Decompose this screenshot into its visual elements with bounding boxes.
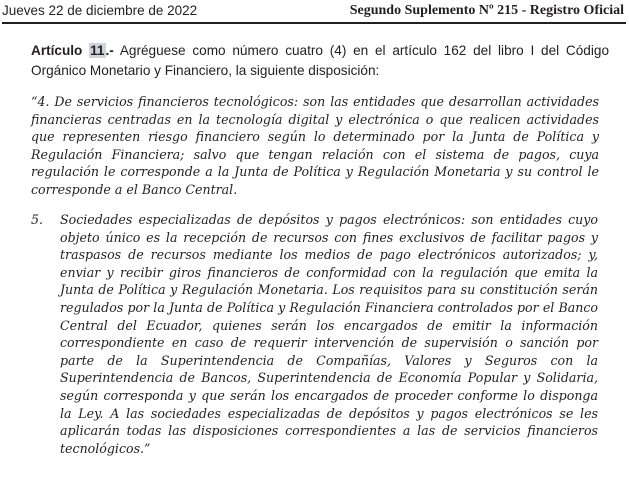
header-date: Jueves 22 de diciembre de 2022 — [2, 3, 198, 18]
article-suffix: .- — [105, 43, 114, 58]
item-5-text: Sociedades especializadas de depósitos y pagos electrónicos: son entidades cuyo objeto único es la recepción de recursos con fines exclusivos de facilitar pagos y traspasos de recursos mediante los medios de pago electrónicos autorizados; y, enviar y recibir giros financieros de conformidad con la regulación que emita la Junta de Política y Regulación Monetaria. Los requisitos para su constitución serán regulados por la Junta de Política y Regulación Financiera controlados por el Banco Central del Ecuador, quienes serán los encargados de emitir la información correspondiente en caso de requerir intervención de supervisión o sanción por parte de la Superintendencia de Compañías, Valores y Seguros con la Superintendencia de Bancos, Superintendencia de Economía Popular y Solidaria, según corresponda y que serán los encargados de proceder conforme lo disponga la Ley. A las sociedades especializadas de depósitos y pagos electrónicos se les aplicarán todas las disposiciones correspondientes a las de servicios financieros tecnológicos.” — [60, 212, 598, 456]
header-publication: Segundo Suplemento Nº 215 - Registro Oficial — [349, 3, 624, 18]
item-5-marker: 5. — [31, 212, 44, 227]
article-paragraph — [31, 41, 609, 81]
page-header — [2, 0, 626, 24]
item-4-text: “4. De servicios financieros tecnológicos: son las entidades que desarrollan actividades financieras centradas en la tecnología digital y electrónica o que realicen actividades que representen riesgo financiero según lo determinado por la Junta de Política y Regulación Financiera; salvo que tengan relación con el sistema de pagos, cuya regulación le corresponde a la Junta de Política y Regulación Monetaria y su control le corresponde a el Banco Central. — [31, 94, 599, 197]
article-number: 11 — [90, 43, 105, 58]
article-text: Agréguese como número cuatro (4) en el artículo 162 del libro I del Código Orgánico Monetario y Financiero, la siguiente disposición: — [31, 43, 609, 78]
article-label: Artículo — [31, 43, 83, 58]
